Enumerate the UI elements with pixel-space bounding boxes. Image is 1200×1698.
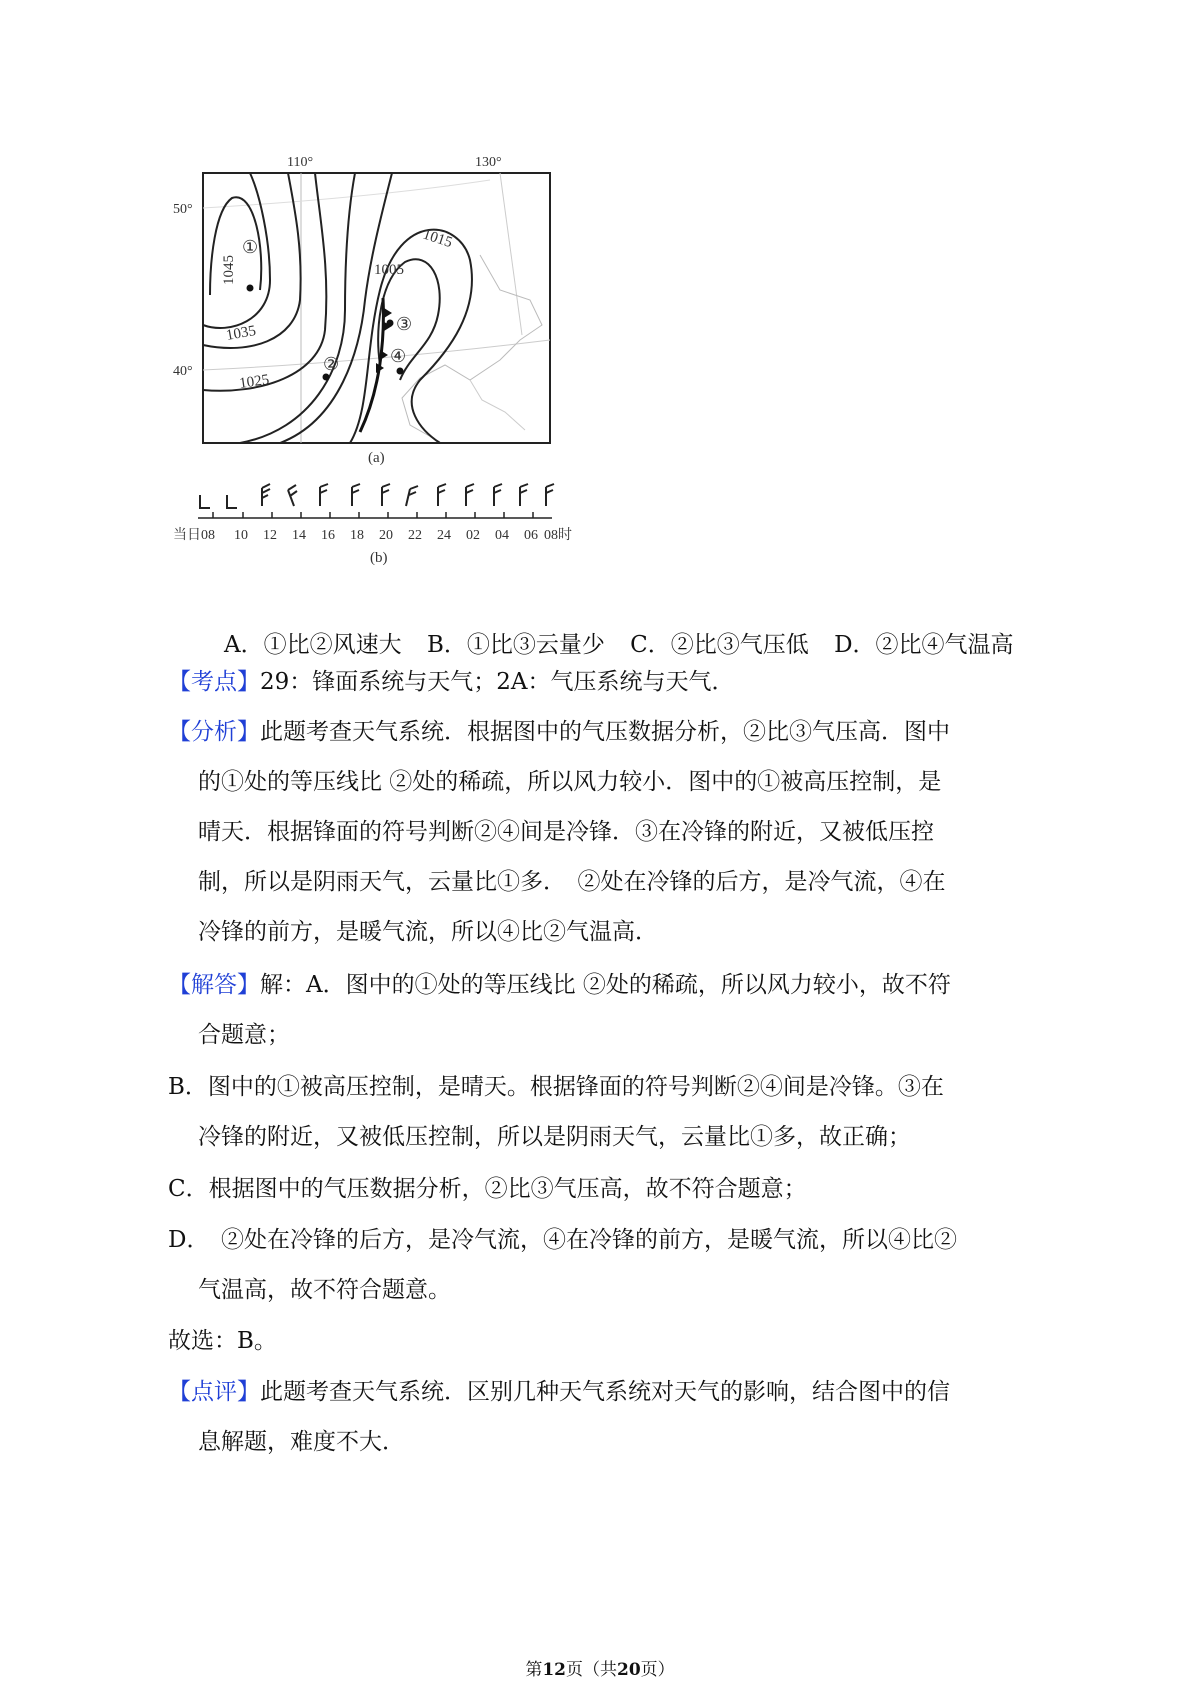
isobar-label-1045: 1045 [221, 255, 237, 285]
page-footer [0, 1655, 1200, 1680]
wind-barb-02 [466, 484, 474, 506]
wind-barb-04 [494, 484, 502, 506]
isobar-label-1025: 1025 [238, 371, 271, 392]
kaodian-text: 29：锋面系统与天气；2A：气压系统与天气． [260, 669, 735, 695]
wind-barb-20 [382, 484, 390, 506]
point-3-dot [387, 320, 394, 327]
timeline-tick-label: 04 [495, 528, 509, 543]
isobar-label-1005: 1005 [374, 262, 404, 278]
lon-label-130: 130° [475, 155, 502, 170]
dianping-line-1 [168, 1367, 950, 1417]
wind-barb-06 [520, 484, 528, 506]
option-c: C．②比③气压低 [630, 632, 809, 658]
point-1-label: ① [242, 237, 259, 257]
kaodian-line [168, 657, 735, 707]
timeline-tick-label: 16 [321, 528, 335, 543]
front-triangle-3 [380, 350, 388, 360]
footer-total-pages: 20 [617, 1660, 641, 1680]
timeline-tick-label: 14 [292, 528, 306, 543]
meridian-130 [500, 173, 522, 335]
point-1-dot [247, 285, 254, 292]
fenxi-tag: 【分析】 [168, 719, 260, 745]
answer-c-line-1: C．根据图中的气压数据分析，②比③气压高，故不符合题意； [168, 1176, 807, 1202]
timeline-tick-label: 02 [466, 528, 480, 543]
footer-mid: 页（共 [566, 1660, 617, 1680]
weather-figure [170, 150, 630, 620]
isobar-label-1035: 1035 [224, 322, 258, 344]
timeline-tick-label: 22 [408, 528, 422, 543]
weather-map-svg [170, 150, 630, 620]
wind-barb-08 [200, 495, 210, 508]
border-line [470, 380, 525, 430]
lon-label-110: 110° [287, 155, 314, 170]
point-2-label: ② [323, 354, 340, 374]
timeline-tick-label: 06 [524, 528, 538, 543]
fenxi-line-5: 冷锋的前方，是暖气流，所以④比②气温高． [198, 919, 658, 945]
wind-barb-10 [227, 495, 237, 508]
jieda-text-1: 解：A．图中的①处的等压线比 ②处的稀疏，所以风力较小，故不符 [260, 972, 951, 998]
fenxi-line-1 [168, 707, 950, 757]
timeline-tick-label: 20 [379, 528, 393, 543]
fenxi-line-4: 制，所以是阴雨天气，云量比①多． ②处在冷锋的后方，是冷气流，④在 [198, 869, 946, 895]
timeline-tick-label: 10 [234, 528, 248, 543]
timeline-ticks [213, 512, 533, 518]
answer-d-line-1: D． ②处在冷锋的后方，是冷气流，④在冷锋的前方，是暖气流，所以④比② [168, 1227, 957, 1253]
answer-d-line-2: 气温高，故不符合题意。 [198, 1277, 451, 1303]
point-3-label: ③ [396, 314, 413, 334]
answer-b-line-1: B．图中的①被高压控制，是晴天。根据锋面的符号判断②④间是冷锋。③在 [168, 1074, 944, 1100]
answer-b-line-2: 冷锋的附近，又被低压控制，所以是阴雨天气，云量比①多，故正确； [198, 1124, 911, 1150]
wind-barb-18 [352, 484, 360, 506]
front-triangle-1 [384, 308, 392, 318]
lat-label-40: 40° [173, 364, 193, 379]
fenxi-line-2: 的①处的等压线比 ②处的稀疏，所以风力较小．图中的①被高压控制，是 [198, 769, 942, 795]
footer-post: 页） [640, 1660, 675, 1680]
point-2-dot [323, 374, 330, 381]
footer-page-number: 12 [542, 1660, 566, 1680]
option-a: A．①比②风速大 [224, 632, 402, 658]
option-b: B．①比③云量少 [426, 632, 605, 658]
dianping-tag: 【点评】 [168, 1379, 260, 1405]
isobar-1035-b [203, 173, 301, 348]
map-caption: (a) [368, 450, 385, 466]
point-4-dot [397, 368, 404, 375]
timeline-tick-label: 12 [263, 528, 277, 543]
option-d: D．②比④气温高 [834, 632, 1014, 658]
timeline-caption: (b) [370, 550, 388, 566]
timeline-tick-label: 24 [437, 528, 451, 543]
jieda-line-2: 合题意； [198, 1022, 290, 1048]
point-4-label: ④ [390, 346, 407, 366]
isobar-label-1015: 1015 [420, 226, 455, 252]
answer-choice: 故选：B。 [168, 1328, 277, 1354]
timeline-end-label: 08时 [544, 528, 572, 543]
dianping-line-2: 息解题，难度不大． [198, 1429, 405, 1455]
wind-barb-24 [438, 484, 446, 506]
footer-pre: 第 [525, 1660, 543, 1680]
wind-barb-16 [320, 484, 328, 506]
wind-barb-14 [288, 485, 297, 506]
wind-barb-12 [262, 484, 270, 506]
wind-barb-22 [406, 486, 418, 506]
answer-options [224, 626, 1032, 659]
jieda-tag: 【解答】 [168, 972, 260, 998]
jieda-line-1 [168, 960, 951, 1010]
lat-label-50: 50° [173, 202, 193, 217]
timeline-start-label: 当日08 [173, 528, 215, 543]
fenxi-line-3: 晴天．根据锋面的符号判断②④间是冷锋．③在冷锋的附近，又被低压控 [198, 819, 934, 845]
timeline-tick-label: 18 [350, 528, 364, 543]
fenxi-text-1: 此题考查天气系统．根据图中的气压数据分析，②比③气压高．图中 [260, 719, 950, 745]
kaodian-tag: 【考点】 [168, 669, 260, 695]
wind-barb-08-next [546, 484, 554, 506]
wind-barbs [200, 484, 554, 508]
dianping-text-1: 此题考查天气系统．区别几种天气系统对天气的影响，结合图中的信 [260, 1379, 950, 1405]
